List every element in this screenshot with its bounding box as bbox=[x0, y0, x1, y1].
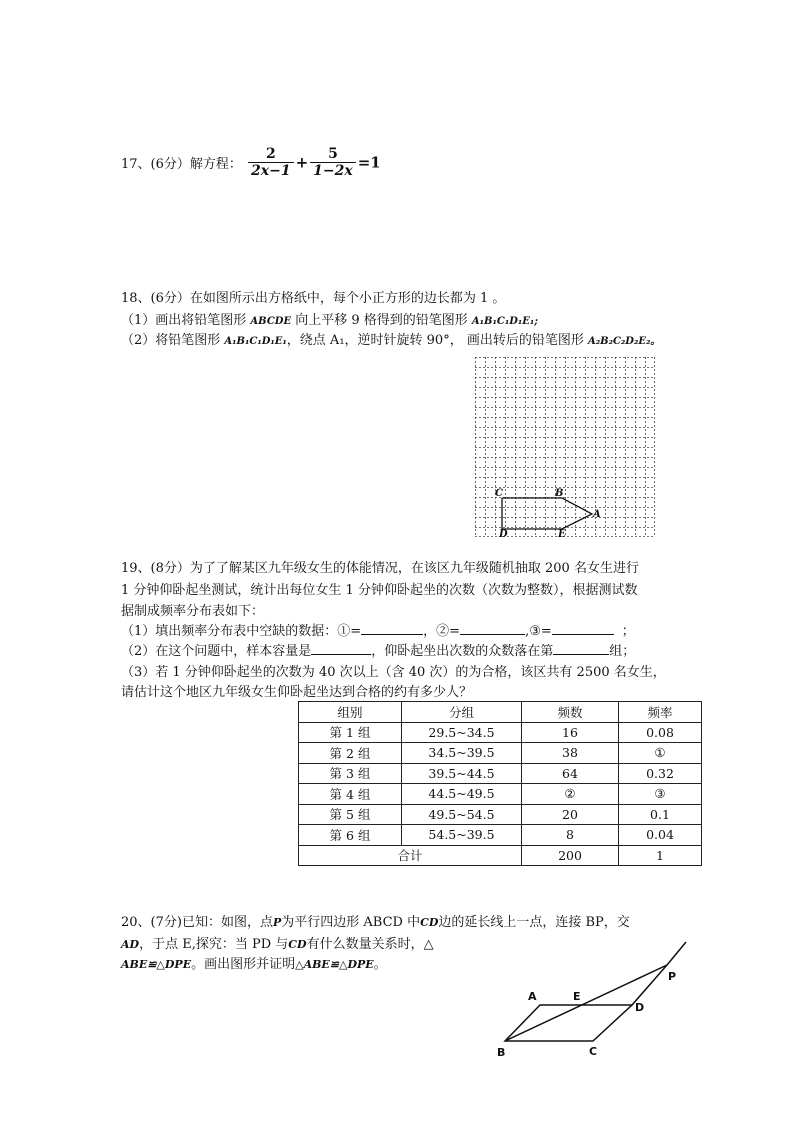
grid-paper-figure bbox=[475, 357, 655, 539]
blank-mode-group[interactable] bbox=[553, 642, 609, 655]
q19-line5: （2）在这个问题中，样本容量是 ，仰卧起坐出次数的众数落在第 组； bbox=[121, 644, 636, 659]
header-range: 分组 bbox=[402, 702, 522, 723]
q17-rhs: =1 bbox=[357, 153, 381, 172]
label-E: E bbox=[573, 990, 581, 1003]
q20-line1: 20、(7分)已知：如图，点P为平行四边形 ABCD 中CD边的延长线上一点，连接 BP，交 bbox=[121, 915, 630, 930]
label-E: E bbox=[558, 529, 566, 539]
label-D: D bbox=[499, 529, 508, 539]
q18-line1: 18、(6分）在如图所示出方格纸中，每个小正方形的边长都为 1 。 bbox=[121, 291, 506, 306]
q19-line2: 1 分钟仰卧起坐测试，统计出每位女生 1 分钟仰卧起坐的次数（次数为整数），根据测试数 bbox=[121, 583, 638, 598]
blank-sample-size[interactable] bbox=[311, 642, 371, 655]
q17-fraction-2: $\frac{5}{1-2x}$ bbox=[310, 146, 356, 179]
label-C: C bbox=[589, 1045, 598, 1058]
label-C: C bbox=[495, 488, 503, 499]
q20-line2: AD，于点 E,探究：当 PD 与CD有什么数量关系时，△ bbox=[121, 937, 434, 952]
q17-prefix: 17、(6分）解方程： bbox=[121, 157, 242, 172]
table-row: 第 1 组 29.5~34.5 16 0.08 bbox=[299, 722, 702, 743]
q17-plus: + bbox=[295, 153, 309, 172]
q17 bbox=[121, 146, 381, 179]
table-total-row: 合计 200 1 bbox=[299, 845, 702, 866]
frequency-table bbox=[298, 701, 702, 866]
q19-line4: （1）填出频率分布表中空缺的数据：①= ，②= ,③= ； bbox=[121, 624, 635, 639]
blank-2[interactable] bbox=[460, 622, 525, 635]
table-row: 第 6 组 54.5~39.5 8 0.04 bbox=[299, 825, 702, 846]
line-P-extension bbox=[667, 942, 686, 965]
table-row: 第 4 组 44.5~49.5 ② ③ bbox=[299, 784, 702, 805]
q20-line3: ABE≌△DPE。画出图形并证明△ABE≌△DPE。 bbox=[121, 957, 387, 972]
label-P: P bbox=[668, 970, 677, 983]
q18-line3: （2）将铅笔图形 A₁B₁C₁D₁E₁，绕点 A₁，逆时针旋转 90°， 画出转后的铅笔图形 A₂B₂C₂D₂E₂。 bbox=[121, 333, 661, 348]
q17-fraction-1: $\frac{2}{2x-1}$ bbox=[248, 146, 294, 179]
q19-line1: 19、(8分）为了了解某区九年级女生的体能情况，在该区九年级随机抽取 200 名女生进行 bbox=[121, 561, 639, 576]
line-DP bbox=[632, 965, 667, 1005]
table-row: 第 3 组 39.5~44.5 64 0.32 bbox=[299, 763, 702, 784]
table-row: 第 2 组 34.5~39.5 38 ① bbox=[299, 743, 702, 764]
header-frequency: 频率 bbox=[619, 702, 702, 723]
q18-line2: （1）画出将铅笔图形 ABCDE 向上平移 9 格得到的铅笔图形 A₁B₁C₁D₁E₁; bbox=[121, 313, 538, 328]
header-count: 频数 bbox=[522, 702, 619, 723]
label-A: A bbox=[528, 990, 537, 1003]
label-A: A bbox=[593, 509, 601, 520]
parallelogram-figure bbox=[495, 938, 695, 1063]
label-B: B bbox=[555, 488, 564, 499]
q19-line3: 据制成频率分布表如下： bbox=[121, 604, 265, 619]
blank-1[interactable] bbox=[361, 622, 423, 635]
table-header-row bbox=[299, 702, 702, 723]
q19-line6: （3）若 1 分钟仰卧起坐的次数为 40 次以上（含 40 次）的为合格，该区共有 2500 名女生， bbox=[121, 665, 666, 680]
label-B: B bbox=[497, 1046, 506, 1059]
table-row: 第 5 组 49.5~54.5 20 0.1 bbox=[299, 804, 702, 825]
blank-3[interactable] bbox=[552, 622, 614, 635]
header-group: 组别 bbox=[299, 702, 402, 723]
q19-line7: 请估计这个地区九年级女生仰卧起坐达到合格的约有多少人？ bbox=[121, 685, 473, 700]
label-D: D bbox=[635, 1001, 645, 1014]
